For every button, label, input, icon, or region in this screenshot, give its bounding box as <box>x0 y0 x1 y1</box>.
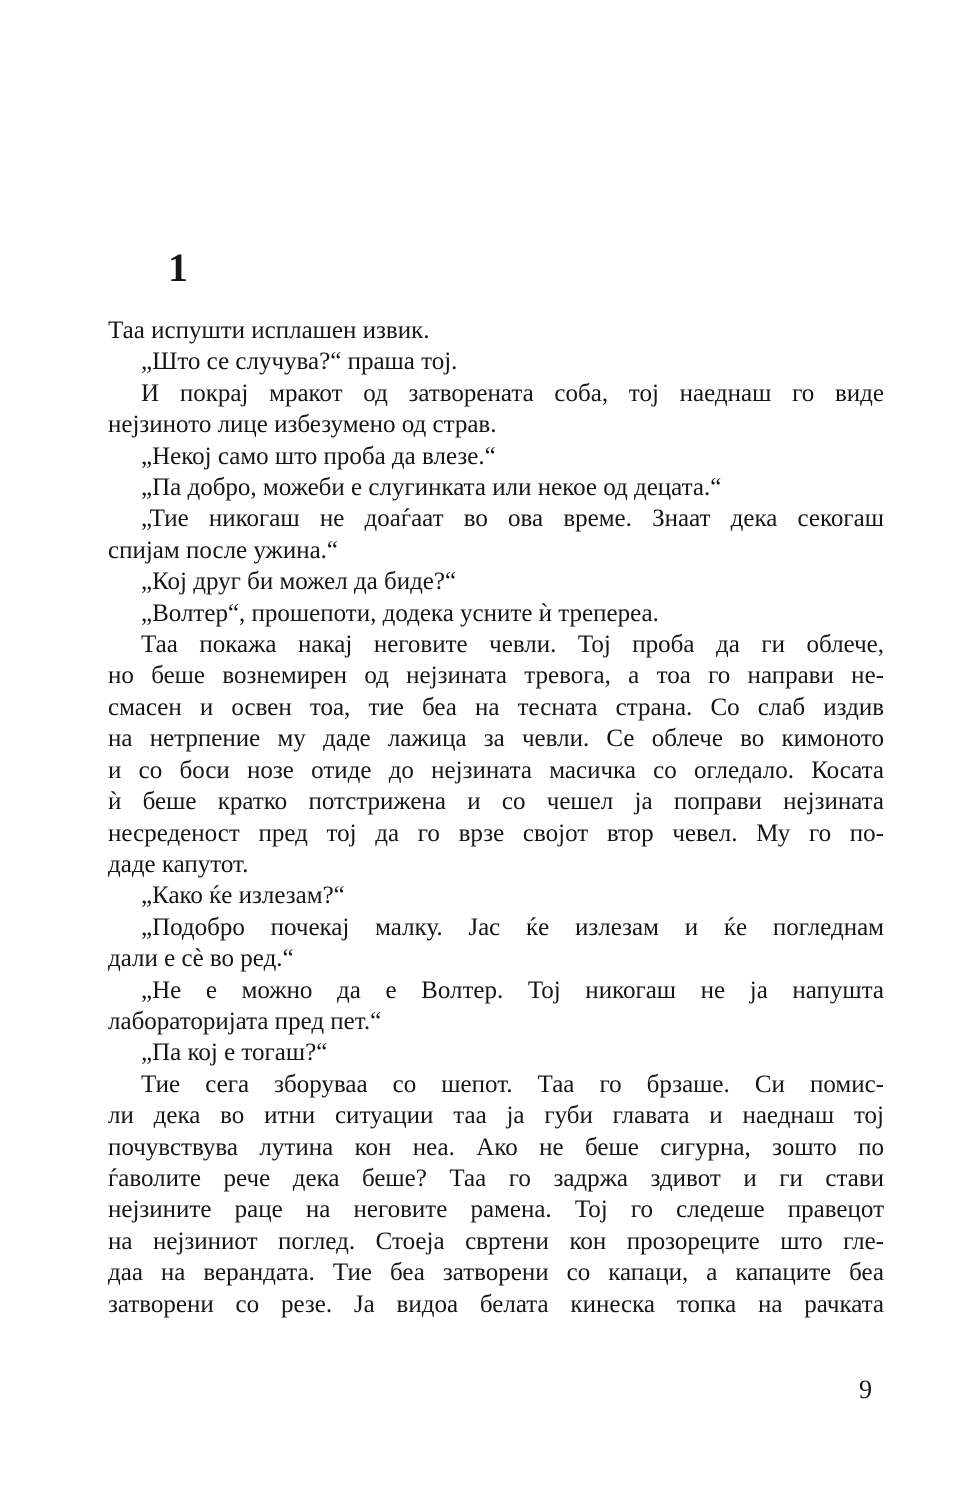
text-line: „Некој само што проба да влезе.“ <box>141 442 496 470</box>
text-line: смасен и освен тоа, тие беа на тесната страна. Со слаб издив <box>108 693 884 721</box>
text-line: „Не е можно да е Волтер. Тој никогаш не ја напушта <box>141 976 884 1004</box>
text-line: „Како ќе излезам?“ <box>141 882 345 910</box>
text-line: „Па кој е тогаш?“ <box>141 1039 328 1067</box>
text-line: Таа покажа накај неговите чевли. Тој проба да ги облече, <box>141 631 884 659</box>
text-line: спијам после ужина.“ <box>108 536 339 564</box>
text-line: Таа испушти исплашен извик. <box>108 317 430 344</box>
text-line: почувствува лутина кон неа. Ако не беше сигурна, зошто по <box>108 1133 884 1161</box>
text-line: лабораторијата пред пет.“ <box>108 1007 382 1035</box>
text-line: „Тие никогаш не доаѓаат во ова време. Знаат дека секогаш <box>141 505 884 533</box>
text-line: дали е сè во ред.“ <box>108 945 294 973</box>
text-line: нејзиното лице избезумено од страв. <box>108 411 497 439</box>
text-line: Тие сега зборуваа со шепот. Таа го брзаше. Си помис- <box>141 1070 884 1098</box>
text-line: ли дека во итни ситуации таа ја губи главата и наеднаш тој <box>108 1102 884 1130</box>
text-line: на нејзиниот поглед. Стоеја свртени кон прозорeците што гле- <box>108 1227 884 1255</box>
text-line: и со боси нозе отиде до нејзината масичка со огледало. Косата <box>108 756 884 784</box>
text-line: ѝ беше кратко потстрижена и со чешел ја поправи нејзината <box>108 788 884 816</box>
text-line: И покрај мракот од затворената соба, тој наеднаш го виде <box>141 379 884 407</box>
text-line: ѓаволите рече дека беше? Таа го задржа здивот и ги стави <box>108 1164 884 1192</box>
text-line: „Што се случува?“ праша тој. <box>141 348 458 376</box>
page-number: 9 <box>859 1375 872 1404</box>
chapter-number: 1 <box>168 245 188 290</box>
text-line: даа на верандата. Тие беа затворени со капаци, а капаците беа <box>108 1259 884 1287</box>
text-line: но беше вознемирен од нејзината тревога, а тоа го направи не- <box>108 662 884 690</box>
text-line: даде капутот. <box>108 850 249 878</box>
text-line: несреденост пред тој да го врзе својот втор чевел. Му го по- <box>108 819 884 847</box>
text-line: „Волтер“, прошепоти, додека усните ѝ трепереа. <box>141 599 659 627</box>
text-line: на нетрпение му даде лажица за чевли. Се облече во кимоното <box>108 725 884 753</box>
body-text <box>108 315 884 1320</box>
text-line: „Па добро, можеби е слугинката или некое од децата.“ <box>141 474 722 502</box>
text-line: „Кој друг би можел да биде?“ <box>141 568 457 596</box>
text-line: нејзините раце на неговите рамена. Тој го следеше правецот <box>108 1196 884 1224</box>
text-line: „Подобро почекај малку. Јас ќе излезам и ќе погледнам <box>141 913 884 941</box>
text-line: затворени со резе. Ја видоа белата кинеска топка на рачката <box>108 1290 884 1318</box>
